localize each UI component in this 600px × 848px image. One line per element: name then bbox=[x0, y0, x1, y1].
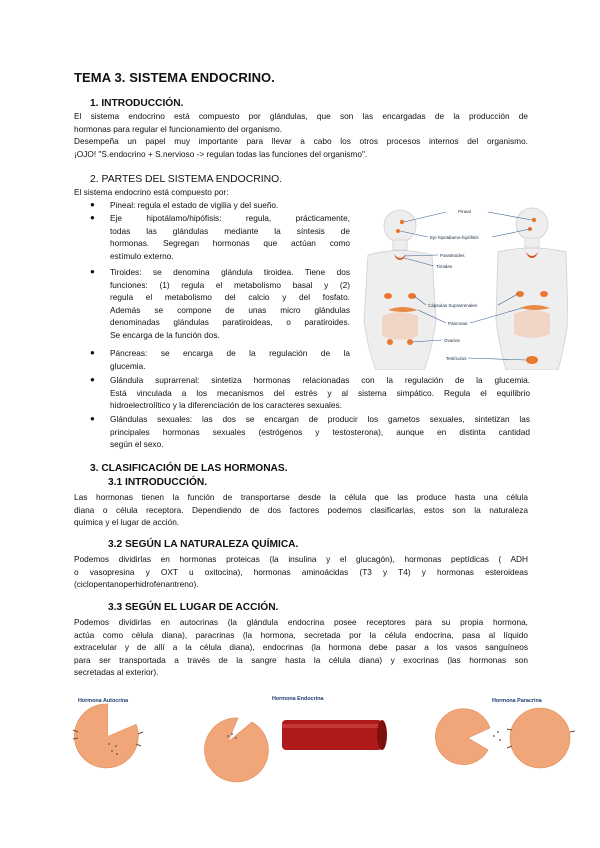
text-line: según el sexo. bbox=[110, 439, 164, 450]
section-1-heading: 1. INTRODUCCIÓN. bbox=[90, 98, 184, 109]
label-hipotalamo: Eje hipotálamo-hipófisis bbox=[430, 235, 479, 240]
subsection-3-1-heading: 3.1 INTRODUCCIÓN. bbox=[108, 477, 208, 488]
text-line: denominadas glándulas paratiroideas, o paratiroides. bbox=[110, 317, 350, 328]
section-1-text bbox=[74, 110, 528, 160]
subsection-3-3-text bbox=[74, 616, 528, 679]
bullet-dot: ● bbox=[90, 267, 95, 276]
bullet-pineal bbox=[90, 199, 360, 212]
male-silhouette bbox=[496, 208, 568, 370]
subsection-3-2-heading: 3.2 SEGÚN LA NATURALEZA QUÍMICA. bbox=[108, 539, 299, 550]
text-line: diana o célula receptora. Dependiendo de dos factores podemos clasificarlas, estos son la naturaleza bbox=[74, 504, 528, 515]
text-line: funciones: (1) regula el metabolismo basal y (2) bbox=[110, 279, 350, 290]
text-line: Está vinculada a los mecanismos del estrés y al sistema simpático. Regula el equilibrio bbox=[110, 387, 530, 398]
blood-vessel bbox=[282, 720, 387, 750]
pineal-gland-male bbox=[532, 218, 536, 222]
label-pancreas: Páncreas bbox=[448, 321, 468, 326]
testicles bbox=[526, 356, 538, 364]
bullet-sexuales bbox=[90, 413, 530, 451]
autocrine-cell bbox=[73, 704, 143, 768]
hypophysis bbox=[396, 229, 400, 233]
label-testiculos: Testículos bbox=[446, 356, 467, 361]
page-title: TEMA 3. SISTEMA ENDOCRINO. bbox=[74, 70, 275, 85]
intestines-male bbox=[514, 310, 550, 338]
caption-paracrina: Hormona Paracrina bbox=[492, 698, 542, 704]
text-line: hormonas para regular el funcionamiento del organismo. bbox=[74, 123, 283, 134]
hormone-types-figure bbox=[60, 688, 600, 798]
subsection-3-2-text bbox=[74, 553, 528, 591]
adrenal-gland bbox=[408, 293, 416, 299]
text-line: Tiroides: se denomina glándula tiroidea. Tiene dos bbox=[110, 267, 350, 277]
text-line: Desempeña un papel muy importante para llevar a cabo los otros procesos internos del organismo. bbox=[74, 136, 528, 147]
adrenal-gland bbox=[384, 293, 392, 299]
caption-autocrina: Hormona Autocrina bbox=[78, 698, 129, 704]
subsection-3-1-text bbox=[74, 491, 528, 529]
text-line: principales hormonas sexuales (estrógenos y testosterona), aunque en distinta cantidad bbox=[110, 426, 530, 437]
text-line: Podemos dividirlas en hormonas proteicas (la insulina y el glucagón), hormonas peptídicas ( ADH bbox=[74, 554, 528, 564]
text-line: hidroelectrolítico y la diferenciación de los caracteres sexuales. bbox=[110, 400, 342, 411]
bullet-pancreas bbox=[90, 347, 350, 372]
text-line: regula el metabolismo del calcio y del fosfato. bbox=[110, 292, 350, 303]
paracrine-target-cell bbox=[507, 708, 575, 768]
adrenal-gland-male bbox=[516, 291, 524, 297]
text-line: actúa como célula diana), paracrinas (la hormona, secretada por la célula endocrina, pasa al líquido bbox=[74, 629, 528, 640]
subsection-3-3-heading: 3.3 SEGÚN EL LUGAR DE ACCIÓN. bbox=[108, 602, 279, 613]
text-line: o vasopresina y OXT u oxitocina), hormonas aminoácidas (T3 y T4) y hormonas esteroideas bbox=[74, 566, 528, 577]
label-tiroides: Tiroides bbox=[436, 264, 453, 269]
pineal-gland bbox=[400, 220, 404, 224]
text-line: hormonas. Segregan hormonas que actúan como bbox=[110, 238, 350, 249]
section-2-intro: El sistema endocrino está compuesto por: bbox=[74, 187, 229, 197]
text-line: Glándula suprarrenal: sintetiza hormonas relacionadas con la regulación de la glucemia. bbox=[110, 375, 530, 385]
text-line: extracelular y de allí a la célula diana), endocrinas (la hormona debe pasar a los vasos sanguíneos bbox=[74, 642, 528, 653]
text-line: para ser transportada a través de la sangre hasta la célula diana) y exocrinas (las hormonas son bbox=[74, 654, 528, 665]
bullet-dot: ● bbox=[90, 213, 95, 222]
bullet-dot: ● bbox=[90, 200, 95, 209]
text-line: estímulo externo. bbox=[110, 250, 174, 261]
text-line: Páncreas: se encarga de la regulación de la bbox=[110, 348, 350, 358]
endocrine-body-figure bbox=[358, 200, 568, 370]
female-silhouette bbox=[364, 210, 436, 370]
text-line: todas las glándulas mediante la síntesis de bbox=[110, 225, 350, 236]
text-line: ¡OJO! "S.endocrino + S.nervioso -> regulan todas las funciones del organismo". bbox=[74, 148, 368, 159]
text-line: El sistema endocrino está compuesto por glándulas, que son las encargadas de la producción de bbox=[74, 111, 528, 121]
text-line: Se encarga de la función dos. bbox=[110, 329, 220, 340]
text-line: Eje hipotálamo/hipófisis: regula, prácticamente, bbox=[110, 213, 350, 223]
bullet-dot: ● bbox=[90, 348, 95, 357]
bullet-dot: ● bbox=[90, 414, 95, 423]
section-3-heading: 3. CLASIFICACIÓN DE LAS HORMONAS. bbox=[90, 463, 288, 474]
text-line: Pineal: regula el estado de vigilia y del sueño. bbox=[110, 200, 279, 210]
intestines bbox=[382, 312, 418, 340]
caption-endocrina: Hormona Endocrina bbox=[272, 696, 324, 702]
ovary bbox=[387, 339, 393, 345]
label-pineal: Pineal bbox=[458, 209, 471, 214]
text-line: Podemos dividirlas en autocrinas (la glándula endocrina posee receptores para su propia hormona, bbox=[74, 617, 528, 627]
text-line: química y el lugar de acción. bbox=[74, 517, 180, 528]
text-line: Además se compone de unas micro glándulas bbox=[110, 304, 350, 315]
bullet-hipotalamo bbox=[90, 212, 350, 262]
label-suprarrenales: Cápsulas Suprarrenales bbox=[428, 303, 478, 308]
text-line: (ciclopentanoperhidrofenantreno). bbox=[74, 579, 199, 590]
text-line: glucemia. bbox=[110, 360, 146, 371]
adrenal-gland-male bbox=[540, 291, 548, 297]
endocrine-cell bbox=[204, 718, 268, 782]
paracrine-source-cell bbox=[435, 709, 501, 765]
label-paratiroides: Paratiroides bbox=[440, 253, 465, 258]
text-line: secretadas al exterior). bbox=[74, 667, 159, 678]
bullet-suprarrenal bbox=[90, 374, 530, 412]
bullet-tiroides bbox=[90, 266, 350, 342]
text-line: Las hormonas tienen la función de transportarse desde la célula que las produce hasta una célula bbox=[74, 492, 528, 502]
text-line: Glándulas sexuales: las dos se encargan de producir los gametos sexuales, sintetizan las bbox=[110, 414, 530, 424]
bullet-dot: ● bbox=[90, 375, 95, 384]
label-ovarios: Ovarios bbox=[444, 338, 460, 343]
section-2-heading: 2. PARTES DEL SISTEMA ENDOCRINO. bbox=[90, 174, 283, 185]
